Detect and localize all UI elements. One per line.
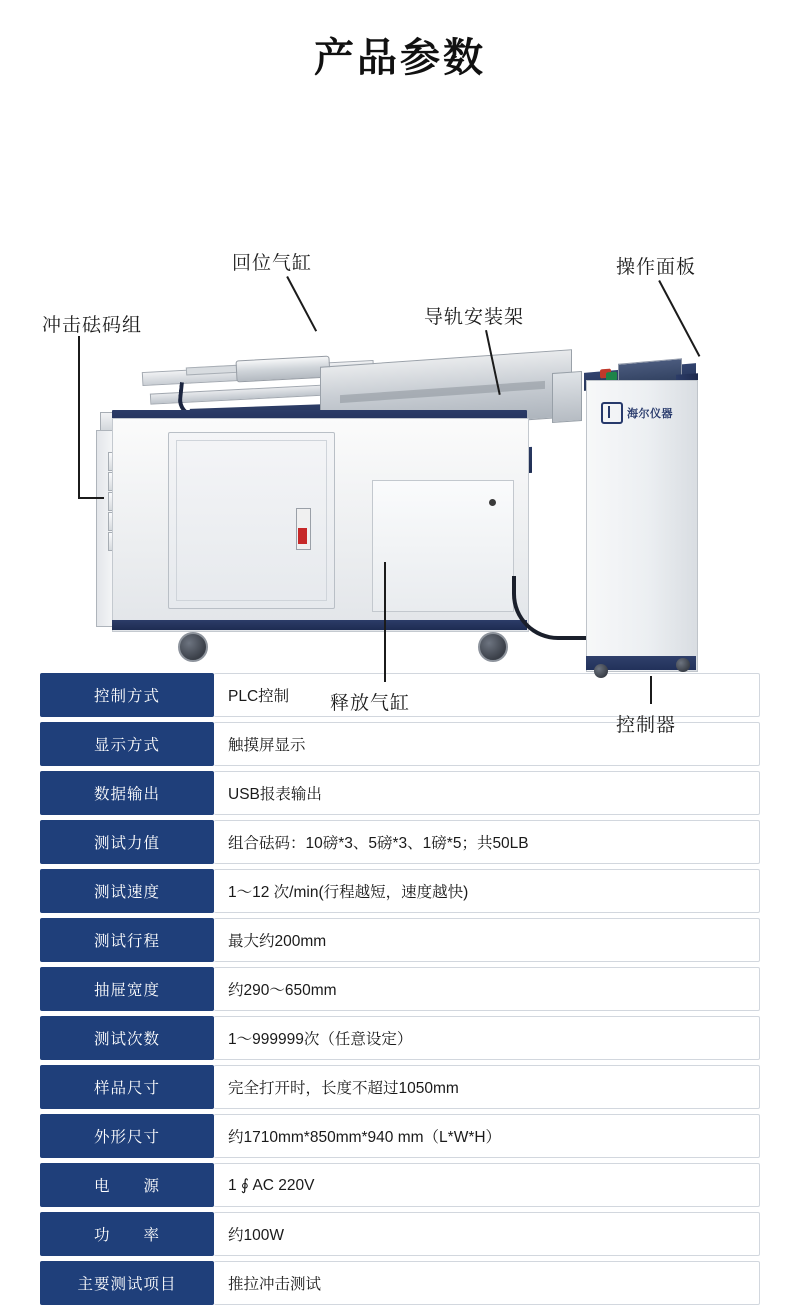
spec-key: 测试速度 — [40, 869, 214, 913]
brand-logo-text: 海尔仪器 — [627, 408, 673, 420]
callout-return-cylinder: 回位气缸 — [232, 253, 313, 274]
table-row — [40, 1016, 760, 1060]
caster-wheel — [478, 632, 508, 662]
spec-value: 组合砝码：10磅*3、5磅*3、1磅*5；共50LB — [214, 820, 760, 864]
callout-controller: 控制器 — [616, 715, 677, 736]
table-row — [40, 820, 760, 864]
spec-key: 电 源 — [40, 1163, 214, 1207]
caster-wheel — [178, 632, 208, 662]
brand-logo — [601, 400, 677, 426]
spec-key: 测试次数 — [40, 1016, 214, 1060]
spec-value: 约1710mm*850mm*940 mm（L*W*H） — [214, 1114, 760, 1158]
machine-drawing — [0, 100, 800, 660]
controller-caster — [676, 658, 690, 672]
spec-value: 约100W — [214, 1212, 760, 1256]
brand-mark-icon — [601, 402, 623, 424]
spec-value: 触摸屏显示 — [214, 722, 760, 766]
table-row — [40, 771, 760, 815]
callout-rail-mount-frame: 导轨安装架 — [424, 307, 525, 328]
spec-table-body — [40, 673, 760, 1305]
controller-caster — [594, 664, 608, 678]
table-row — [40, 1212, 760, 1256]
table-row — [40, 1163, 760, 1207]
callout-release-cylinder: 释放气缸 — [330, 693, 411, 714]
table-row — [40, 869, 760, 913]
spec-key: 功 率 — [40, 1212, 214, 1256]
spec-key: 抽屉宽度 — [40, 967, 214, 1011]
spec-key: 外形尺寸 — [40, 1114, 214, 1158]
table-row — [40, 1114, 760, 1158]
spec-key: 测试行程 — [40, 918, 214, 962]
table-row — [40, 1261, 760, 1305]
spec-value: 1 ∮ AC 220V — [214, 1163, 760, 1207]
spec-value: USB报表输出 — [214, 771, 760, 815]
leader-line — [78, 336, 80, 498]
spec-value: 1～12 次/min(行程越短，速度越快) — [214, 869, 760, 913]
return-cylinder-body — [235, 356, 330, 383]
callout-impact-weight-group: 冲击砝码组 — [42, 315, 143, 336]
spec-key: 主要测试项目 — [40, 1261, 214, 1305]
spec-value: 1～999999次（任意设定） — [214, 1016, 760, 1060]
cabinet-lower-strip — [112, 620, 527, 630]
spec-value: 最大约200mm — [214, 918, 760, 962]
spec-value: 推拉冲击测试 — [214, 1261, 760, 1305]
spec-key: 控制方式 — [40, 673, 214, 717]
leader-line — [650, 676, 652, 704]
spec-value: 约290～650mm — [214, 967, 760, 1011]
spec-key: 数据输出 — [40, 771, 214, 815]
table-row — [40, 967, 760, 1011]
table-row — [40, 1065, 760, 1109]
spec-key: 显示方式 — [40, 722, 214, 766]
leader-line — [384, 562, 386, 682]
callout-operation-panel: 操作面板 — [616, 257, 697, 278]
leader-line — [78, 497, 104, 499]
spec-value: 完全打开时，长度不超过1050mm — [214, 1065, 760, 1109]
spec-key: 样品尺寸 — [40, 1065, 214, 1109]
table-row — [40, 918, 760, 962]
cabinet-knob — [489, 499, 496, 506]
rail-end-cap — [552, 371, 582, 423]
spec-table — [40, 668, 760, 1310]
cabinet-switch-indicator — [298, 528, 307, 544]
page-title: 产品参数 — [314, 36, 486, 80]
spec-value: PLC控制 — [214, 673, 760, 717]
spec-key: 测试力值 — [40, 820, 214, 864]
